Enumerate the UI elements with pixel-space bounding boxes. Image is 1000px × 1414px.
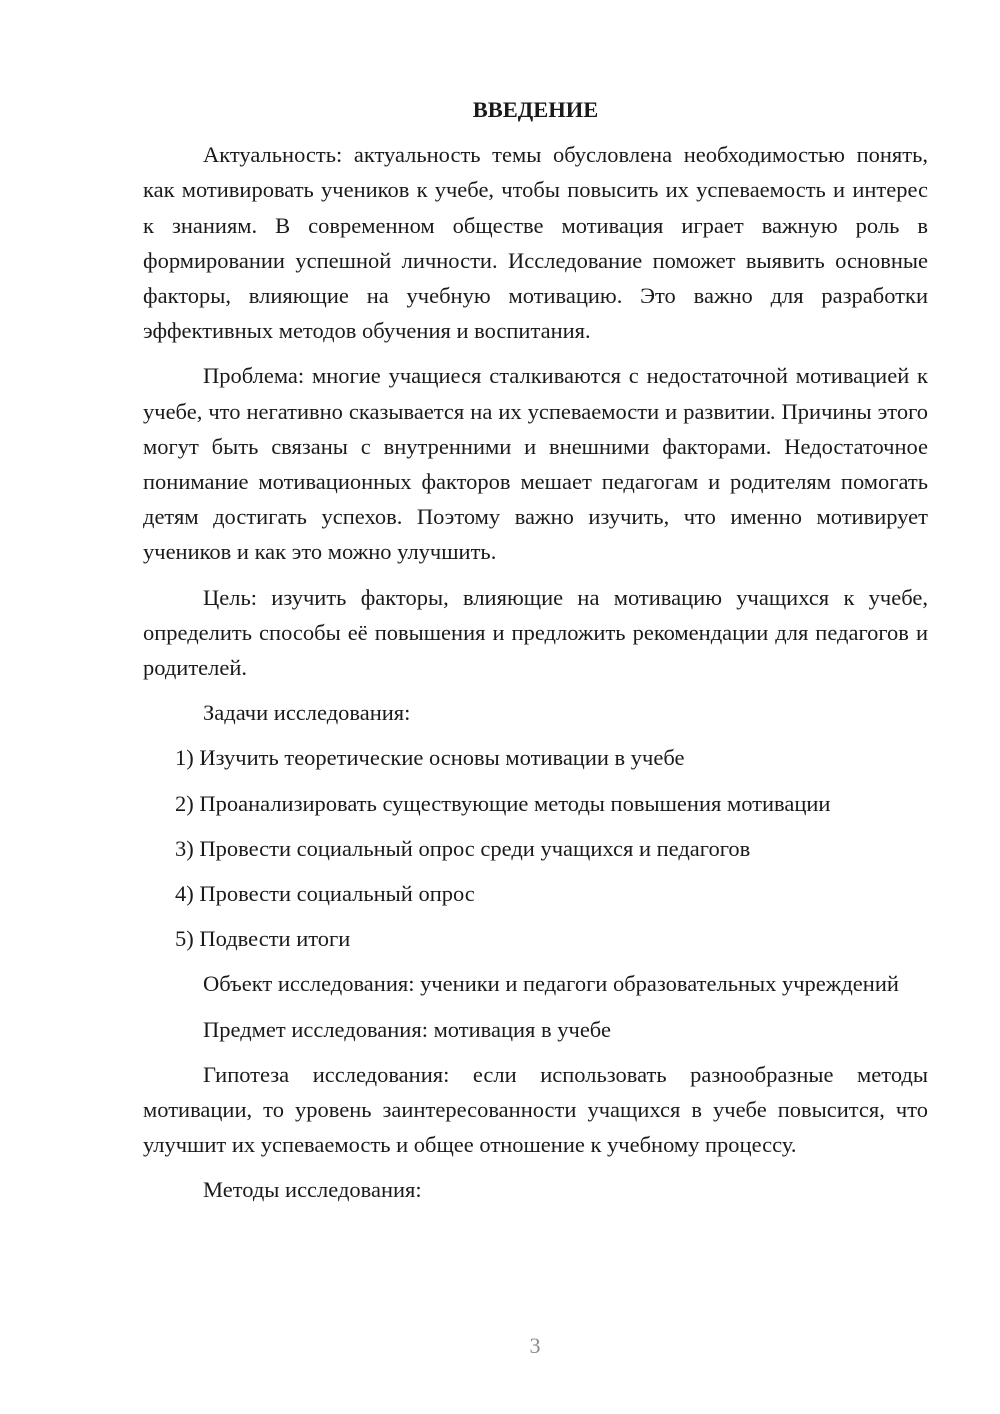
problem-paragraph: Проблема: многие учащиеся сталкиваются с недостаточной мотивацией к учебе, что негативно сказывается на их успеваемости и развитии. Причины этого могут быть связаны с внутренними и внешними факторами. Недостаточное понимание мотивационных факторов мешает педагогам и родителям помогать детям достигать успехов. Поэтому важно изучить, что именно мотивирует учеников и как это можно улучшить. bbox=[143, 363, 928, 565]
page-number: 3 bbox=[529, 1333, 541, 1358]
tasks-heading: Задачи исследования: bbox=[203, 700, 411, 726]
list-item: 2) Проанализировать существующие методы повышения мотивации bbox=[175, 790, 831, 816]
subject-paragraph: Предмет исследования: мотивация в учебе bbox=[203, 1016, 611, 1042]
document-page bbox=[143, 92, 928, 1218]
page-title: ВВЕДЕНИЕ bbox=[472, 97, 599, 122]
object-paragraph: Объект исследования: ученики и педагоги образовательных учреждений bbox=[203, 971, 899, 997]
goal-paragraph: Цель: изучить факторы, влияющие на мотивацию учащихся к учебе, определить способы её повышения и предложить рекомендации для педагогов и родителей. bbox=[143, 584, 928, 681]
relevance-paragraph: Актуальность: актуальность темы обусловлена необходимостью понять, как мотивировать учеников к учебе, чтобы повысить их успеваемость и интерес к знаниям. В современном обществе мотивация играет важную роль в формировании успешной личности. Исследование поможет выявить основные факторы, влияющие на учебную мотивацию. Это важно для разработки эффективных методов обучения и воспитания. bbox=[143, 142, 928, 344]
hypothesis-paragraph: Гипотеза исследования: если использовать разнообразные методы мотивации, то уровень заинтересованности учащихся в учебе повысится, что улучшит их успеваемость и общее отношение к учебному процессу. bbox=[143, 1061, 928, 1158]
list-item: 1) Изучить теоретические основы мотивации в учебе bbox=[175, 745, 685, 771]
list-item: 5) Подвести итоги bbox=[175, 926, 351, 952]
list-item: 3) Провести социальный опрос среди учащихся и педагогов bbox=[175, 835, 751, 861]
list-item: 4) Провести социальный опрос bbox=[175, 881, 475, 907]
tasks-list bbox=[143, 740, 928, 956]
methods-heading: Методы исследования: bbox=[203, 1177, 422, 1203]
